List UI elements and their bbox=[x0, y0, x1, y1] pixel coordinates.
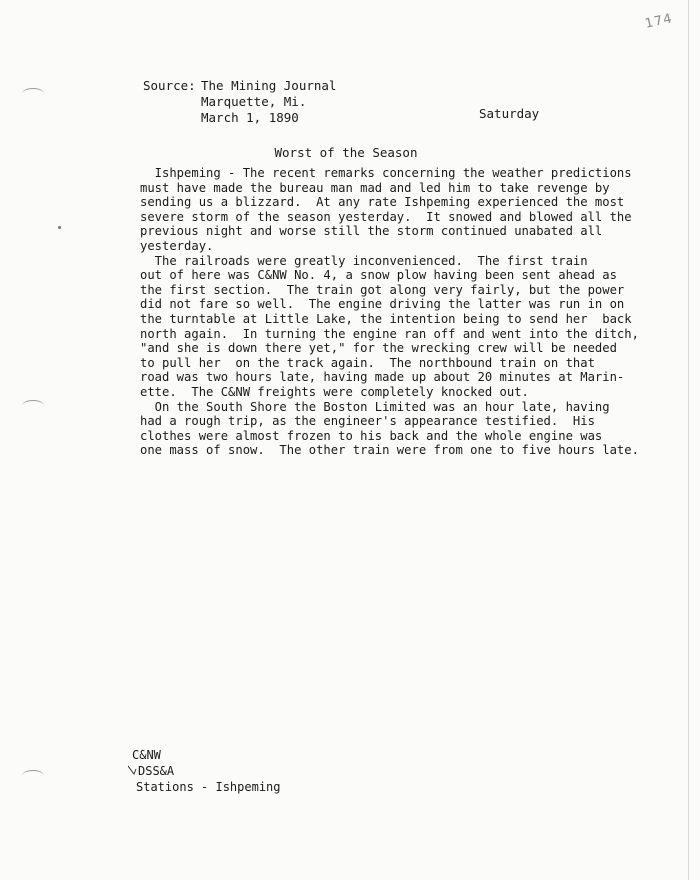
body-line: had a rough trip, as the engineer's appearance testified. His bbox=[140, 414, 595, 429]
body-line: The railroads were greatly inconvenienced. The first train bbox=[140, 253, 588, 268]
body-line: the first section. The train got along very fairly, but the power bbox=[140, 282, 625, 297]
body-line: one mass of snow. The other train were from one to five hours late. bbox=[140, 443, 639, 458]
body-line: previous night and worse still the storm continued unabated all bbox=[140, 224, 603, 239]
source-day: Saturday bbox=[479, 106, 540, 121]
margin-hole-mark bbox=[22, 400, 44, 411]
body-line: Ishpeming - The recent remarks concerning the weather predictions bbox=[140, 166, 632, 180]
source-publication: The Mining Journal bbox=[201, 78, 337, 93]
source-date: March 1, 1890 bbox=[201, 110, 299, 125]
body-line: road was two hours late, having made up about 20 minutes at Marin- bbox=[140, 370, 625, 385]
body-line: On the South Shore the Boston Limited was an hour late, having bbox=[140, 399, 610, 414]
article-body bbox=[140, 166, 639, 458]
body-line: to pull her on the track again. The northbound train on that bbox=[140, 355, 595, 370]
body-line: out of here was C&NW No. 4, a snow plow having been sent ahead as bbox=[140, 268, 617, 283]
article-headline bbox=[0, 145, 700, 160]
source-label: Source: bbox=[143, 78, 196, 93]
page-edge-line bbox=[688, 0, 689, 880]
margin-hole-mark bbox=[22, 88, 44, 99]
body-line: severe storm of the season yesterday. It snowed and blowed all the bbox=[140, 209, 632, 224]
index-tag: DSS&A bbox=[138, 764, 175, 778]
body-line: must have made the bureau man mad and led him to take revenge by bbox=[140, 180, 610, 195]
body-line: north again. In turning the engine ran off and went into the ditch, bbox=[140, 326, 639, 341]
index-tags bbox=[124, 747, 281, 795]
index-tag: C&NW bbox=[132, 748, 161, 762]
body-line: did not fare so well. The engine driving the latter was run in on bbox=[140, 297, 625, 312]
body-line: "and she is down there yet," for the wrecking crew will be needed bbox=[140, 341, 617, 356]
source-location: Marquette, Mi. bbox=[201, 94, 307, 109]
index-tag: Stations - Ishpeming bbox=[136, 780, 281, 794]
body-line: sending us a blizzard. At any rate Ishpeming experienced the most bbox=[140, 195, 625, 210]
body-line: clothes were almost frozen to his back and the whole engine was bbox=[140, 428, 603, 443]
body-line: the turntable at Little Lake, the intention being to send her back bbox=[140, 311, 632, 326]
article-headline-text: Worst of the Season bbox=[274, 145, 418, 160]
source-block bbox=[143, 78, 336, 126]
margin-dot bbox=[58, 226, 61, 229]
page-number: 174 bbox=[643, 11, 675, 32]
body-line: ette. The C&NW freights were completely knocked out. bbox=[140, 384, 529, 399]
margin-hole-mark bbox=[22, 770, 44, 781]
body-line: yesterday. bbox=[140, 238, 214, 253]
